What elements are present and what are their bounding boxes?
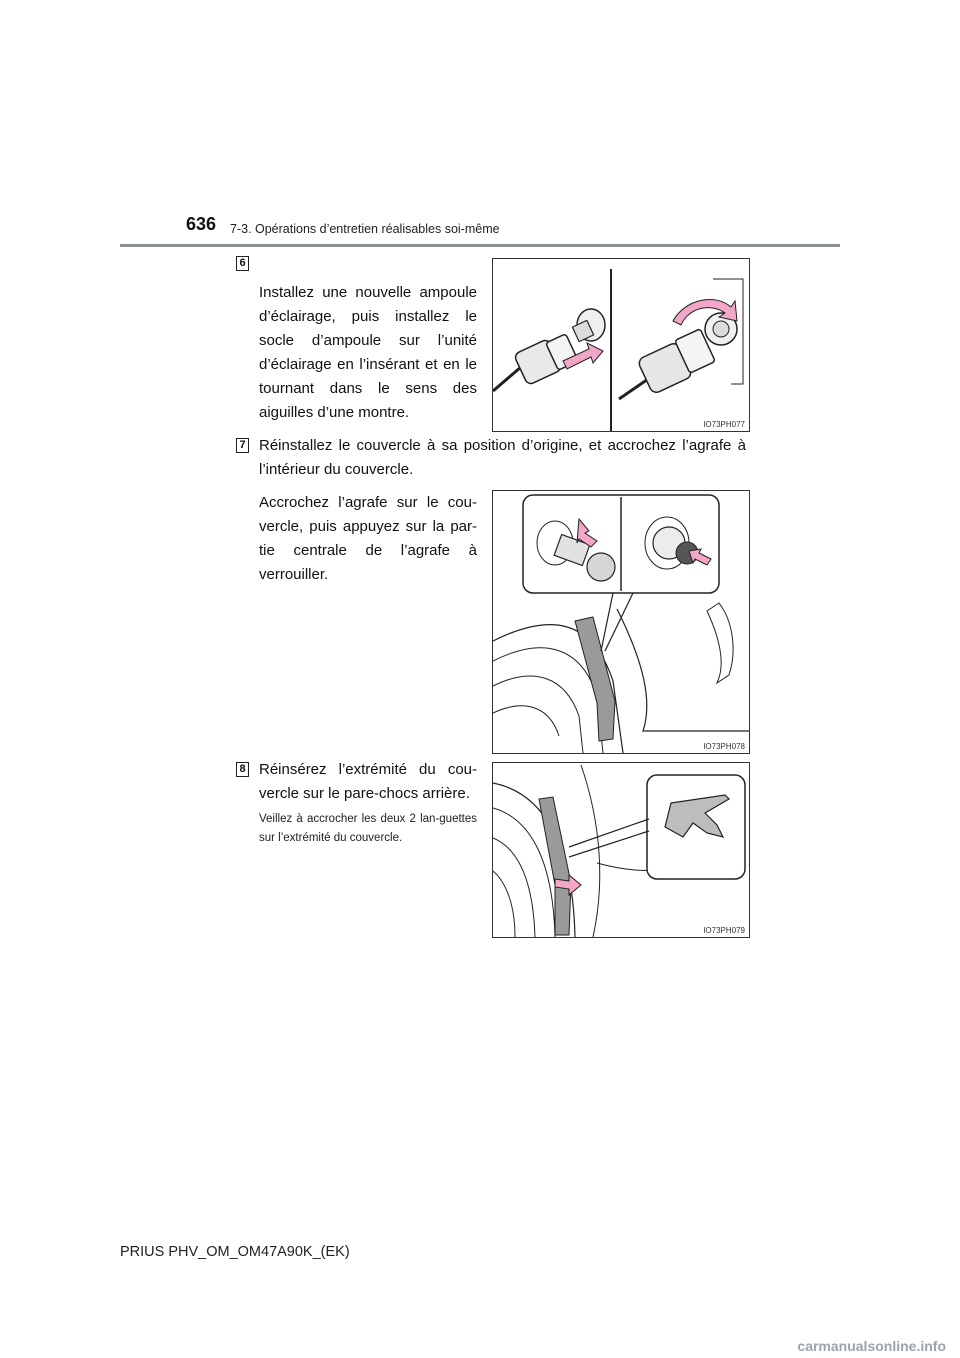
step-7-text: Réinstallez le couvercle à sa position d’origine, et accrochez l’agrafe à l’intérieur du couvercle. (259, 437, 746, 478)
step-7-subtext: Accrochez l’agrafe sur le cou-vercle, puis appuyez sur la par-tie centrale de l’agrafe à verrouiller. (259, 494, 477, 583)
figure-clip-install (492, 490, 750, 754)
figure-cover-reinsert (492, 762, 750, 938)
manual-id: PRIUS PHV_OM_OM47A90K_(EK) (120, 1244, 350, 1260)
step-badge-8: 8 (236, 762, 249, 777)
figure-code: IO73PH077 (703, 420, 745, 429)
step-8-text: Réinsérez l’extrémité du cou-vercle sur le pare-chocs arrière. (259, 761, 477, 802)
watermark: carmanualsonline.info (797, 1338, 946, 1354)
figure-code: IO73PH078 (703, 742, 745, 751)
step-badge-7: 7 (236, 438, 249, 453)
figure-bulb-install (492, 258, 750, 432)
header-rule (120, 244, 840, 247)
step-8-note: Veillez à accrocher les deux 2 lan-guettes sur l’extrémité du couvercle. (259, 813, 477, 844)
step-badge-6: 6 (236, 256, 249, 271)
page-number: 636 (186, 214, 217, 234)
section-title: 7-3. Opérations d’entretien réalisables soi-même (230, 222, 500, 236)
figure-code: IO73PH079 (703, 926, 745, 935)
step-6-text: Installez une nouvelle ampoule d’éclairage, puis installez le socle d’ampoule sur l’unité d’éclairage en l’insérant et en le tournant dans le sens des aiguilles d’une montre. (259, 284, 477, 421)
